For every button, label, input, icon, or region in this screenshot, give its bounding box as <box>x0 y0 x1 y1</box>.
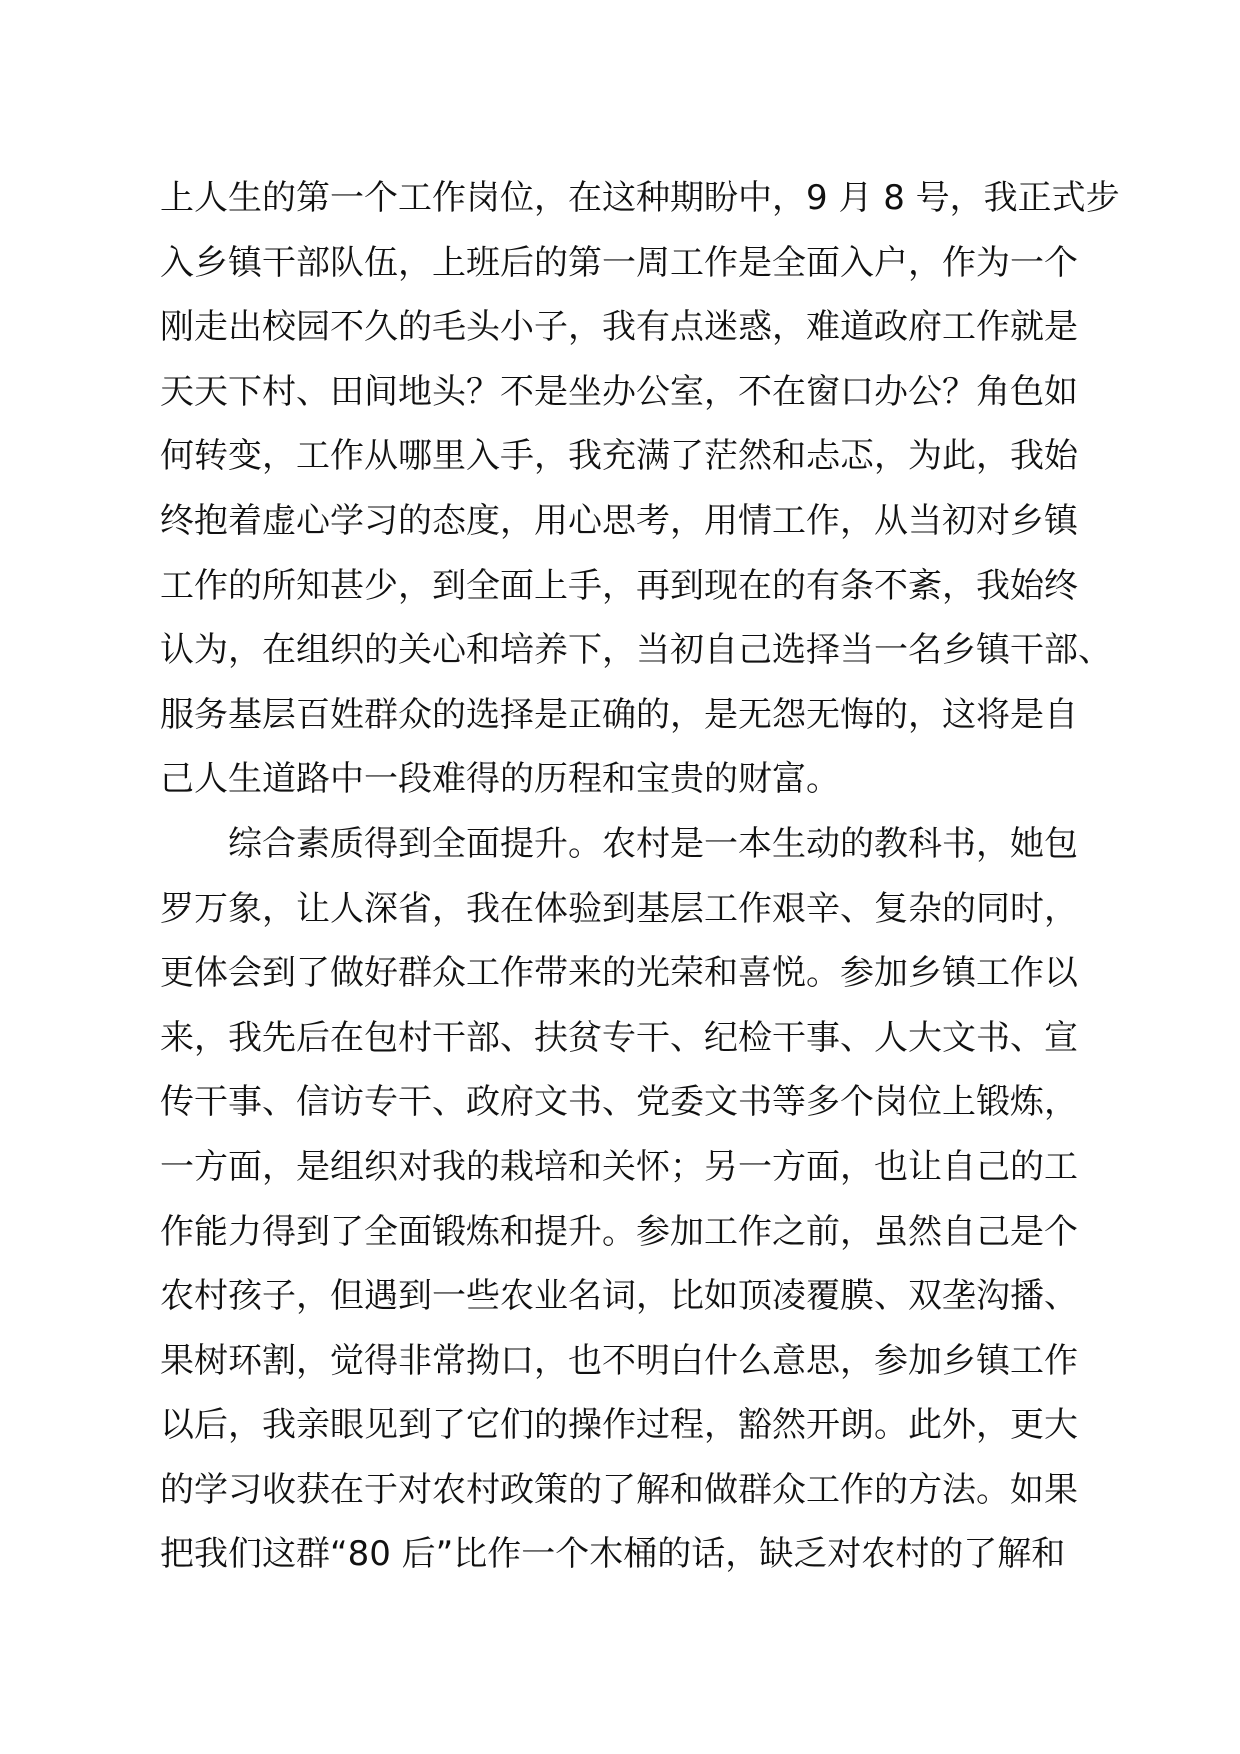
text-line: 罗万象，让人深省，我在体验到基层工作艰辛、复杂的同时， <box>160 888 1078 929</box>
text-line: 以后，我亲眼见到了它们的操作过程，豁然开朗。此外，更大 <box>160 1405 1078 1446</box>
text-line: 终抱着虚心学习的态度，用心思考，用情工作，从当初对乡镇 <box>160 500 1078 541</box>
text-line: 服务基层百姓群众的选择是正确的，是无怨无悔的，这将是自 <box>160 694 1078 735</box>
text-line: 一方面，是组织对我的栽培和关怀；另一方面，也让自己的工 <box>160 1146 1078 1187</box>
text-line: 认为，在组织的关心和培养下，当初自己选择当一名乡镇干部、 <box>160 630 1112 671</box>
text-line: 作能力得到了全面锻炼和提升。参加工作之前，虽然自己是个 <box>160 1211 1078 1252</box>
text-line: 上人生的第一个工作岗位，在这种期盼中，9 月 8 号，我正式步 <box>160 178 1120 218</box>
text-line: 天天下村、田间地头？不是坐办公室，不在窗口办公？角色如 <box>160 371 1078 412</box>
text-line: 果树环割，觉得非常拗口，也不明白什么意思，参加乡镇工作 <box>160 1340 1078 1381</box>
text-line: 工作的所知甚少，到全面上手，再到现在的有条不紊，我始终 <box>160 565 1078 606</box>
text-line: 刚走出校园不久的毛头小子，我有点迷惑，难道政府工作就是 <box>160 307 1078 348</box>
text-line: 更体会到了做好群众工作带来的光荣和喜悦。参加乡镇工作以 <box>160 953 1078 994</box>
text-line: 农村孩子，但遇到一些农业名词，比如顶凌覆膜、双垄沟播、 <box>160 1276 1078 1317</box>
text-line: 的学习收获在于对农村政策的了解和做群众工作的方法。如果 <box>160 1469 1078 1510</box>
text-line: 传干事、信访专干、政府文书、党委文书等多个岗位上锻炼， <box>160 1082 1078 1123</box>
paragraph-first-line: 综合素质得到全面提升。农村是一本生动的教科书，她包 <box>228 823 1078 864</box>
text-line: 入乡镇干部队伍，上班后的第一周工作是全面入户，作为一个 <box>160 242 1078 283</box>
text-line: 把我们这群“80 后”比作一个木桶的话，缺乏对农村的了解和 <box>160 1534 1066 1575</box>
text-line: 何转变，工作从哪里入手，我充满了茫然和忐忑，为此，我始 <box>160 436 1078 477</box>
text-line: 己人生道路中一段难得的历程和宝贵的财富。 <box>160 759 840 800</box>
text-line: 来，我先后在包村干部、扶贫专干、纪检干事、人大文书、宣 <box>160 1017 1078 1058</box>
body-text <box>160 166 1120 1587</box>
